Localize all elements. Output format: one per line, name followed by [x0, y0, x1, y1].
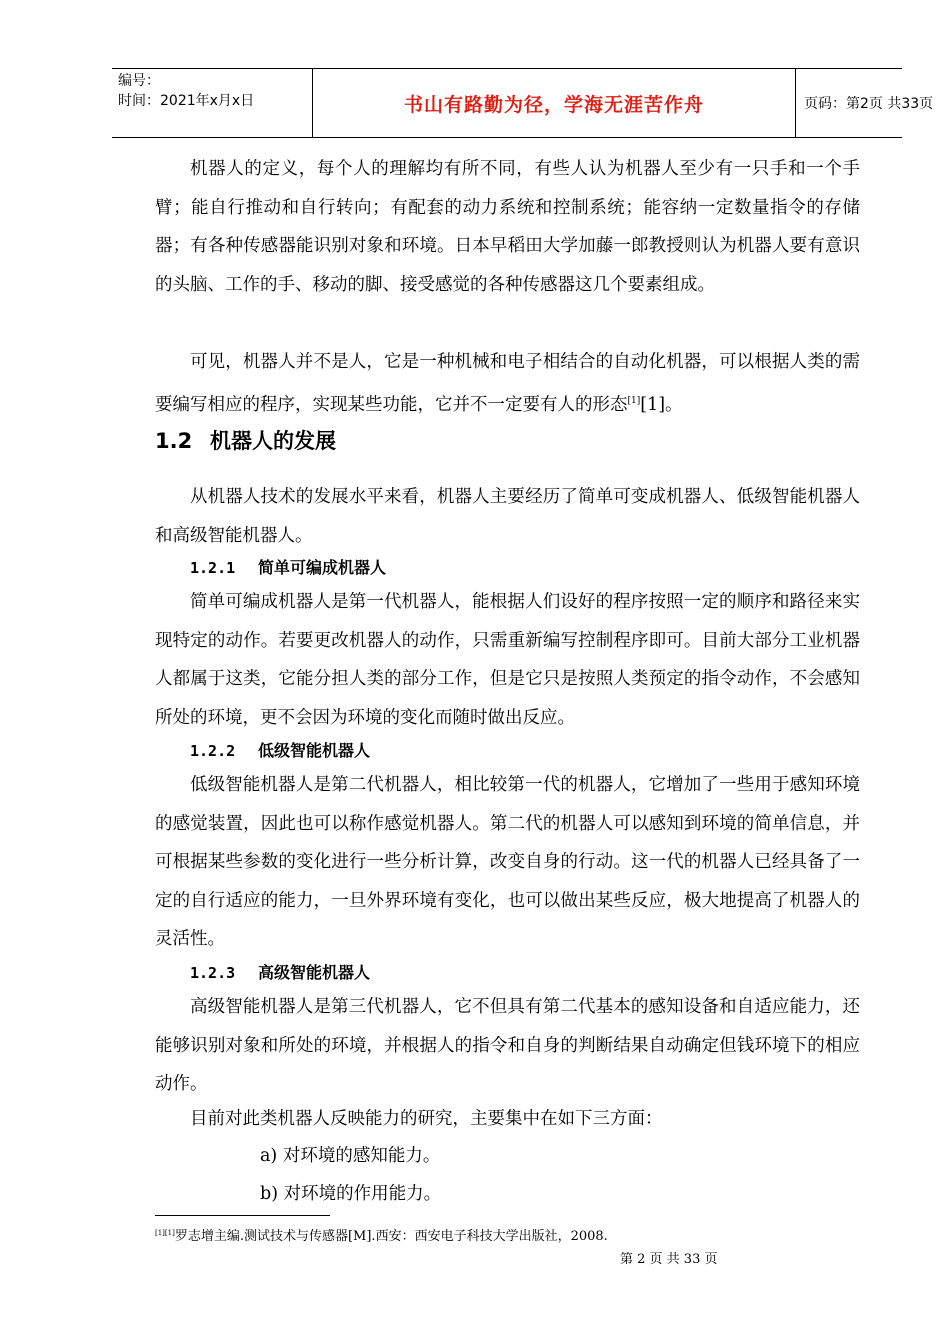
list-item-b: b) 对环境的作用能力。	[260, 1184, 442, 1204]
subsection-heading-1	[190, 555, 386, 578]
paragraph-robot-summary-text: 可见，机器人并不是人，它是一种机械和电子相结合的自动化机器，可以根据人类的需要编写相应的程序，实现某些功能，它并不一定要有人的形态	[155, 352, 860, 415]
section-heading	[155, 425, 336, 455]
subsection-number: 1.2.1	[190, 559, 236, 577]
subsection-title: 低级智能机器人	[258, 741, 371, 760]
footnote-mark: [1][1]	[155, 1229, 175, 1237]
paragraph-robot-summary	[155, 343, 860, 424]
paragraph-first-generation: 简单可编成机器人是第一代机器人，能根据人们设好的程序按照一定的顺序和路径来实现特定的动作。若要更改机器人的动作，只需重新编写控制程序即可。目前大部分工业机器人都属于这类，它能分担人类的部分工作，但是它只是按照人类预定的指令动作，不会感知所处的环境，更不会因为环境的变化而随时做出反应。	[155, 592, 860, 728]
paragraph-research-focus: 目前对此类机器人反映能力的研究，主要集中在如下三方面：	[190, 1109, 663, 1129]
subsection-title: 高级智能机器人	[258, 963, 371, 982]
footnote-separator	[155, 1215, 330, 1216]
subsection-number: 1.2.2	[190, 742, 236, 760]
header-page-info: 页码：第2页 共33页	[804, 96, 934, 112]
page-header	[112, 68, 934, 138]
page-footer-number: 第 2 页 共 33 页	[620, 1252, 718, 1267]
paragraph-development-intro: 从机器人技术的发展水平来看，机器人主要经历了简单可变成机器人、低级智能机器人和高级智能机器人。	[155, 487, 860, 546]
footnote	[155, 1225, 608, 1244]
footnote-text: 罗志增主编.测试技术与传感器[M].西安：西安电子科技大学出版社，2008.	[174, 1229, 608, 1244]
paragraph-third-generation: 高级智能机器人是第三代机器人，它不但具有第二代基本的感知设备和自适应能力，还能够识别对象和所处的环境，并根据人的指令和自身的判断结果自动确定但钱环境下的相应动作。	[155, 997, 860, 1094]
citation-superscript: [1]	[627, 395, 641, 406]
header-meta	[112, 69, 312, 137]
section-number: 1.2	[155, 429, 193, 453]
header-number-label: 编号：	[118, 73, 160, 89]
header-motto: 书山有路勤为径，学海无涯苦作舟	[312, 69, 796, 137]
paragraph-second-generation: 低级智能机器人是第二代机器人，相比较第一代的机器人，它增加了一些用于感知环境的感觉装置，因此也可以称作感觉机器人。第二代的机器人可以感知到环境的简单信息，并可根据某些参数的变化进行一些分析计算，改变自身的行动。这一代的机器人已经具备了一定的自行适应的能力，一旦外界环境有变化，也可以做出某些反应，极大地提高了机器人的灵活性。	[155, 775, 860, 949]
subsection-heading-2	[190, 738, 370, 761]
subsection-number: 1.2.3	[190, 964, 236, 982]
subsection-heading-3	[190, 960, 370, 983]
header-time-label: 时间：2021年x月x日	[118, 93, 255, 109]
subsection-title: 简单可编成机器人	[258, 558, 387, 577]
list-item-a: a) 对环境的感知能力。	[260, 1146, 441, 1166]
section-title: 机器人的发展	[210, 429, 336, 453]
citation-inline: [1]。	[640, 394, 683, 415]
paragraph-robot-definition: 机器人的定义，每个人的理解均有所不同，有些人认为机器人至少有一只手和一个手臂；能自行推动和自行转向；有配套的动力系统和控制系统；能容纳一定数量指令的存储器；有各种传感器能识别对象和环境。日本早稻田大学加藤一郎教授则认为机器人要有意识的头脑、工作的手、移动的脚、接受感觉的各种传感器这几个要素组成。	[155, 159, 860, 295]
